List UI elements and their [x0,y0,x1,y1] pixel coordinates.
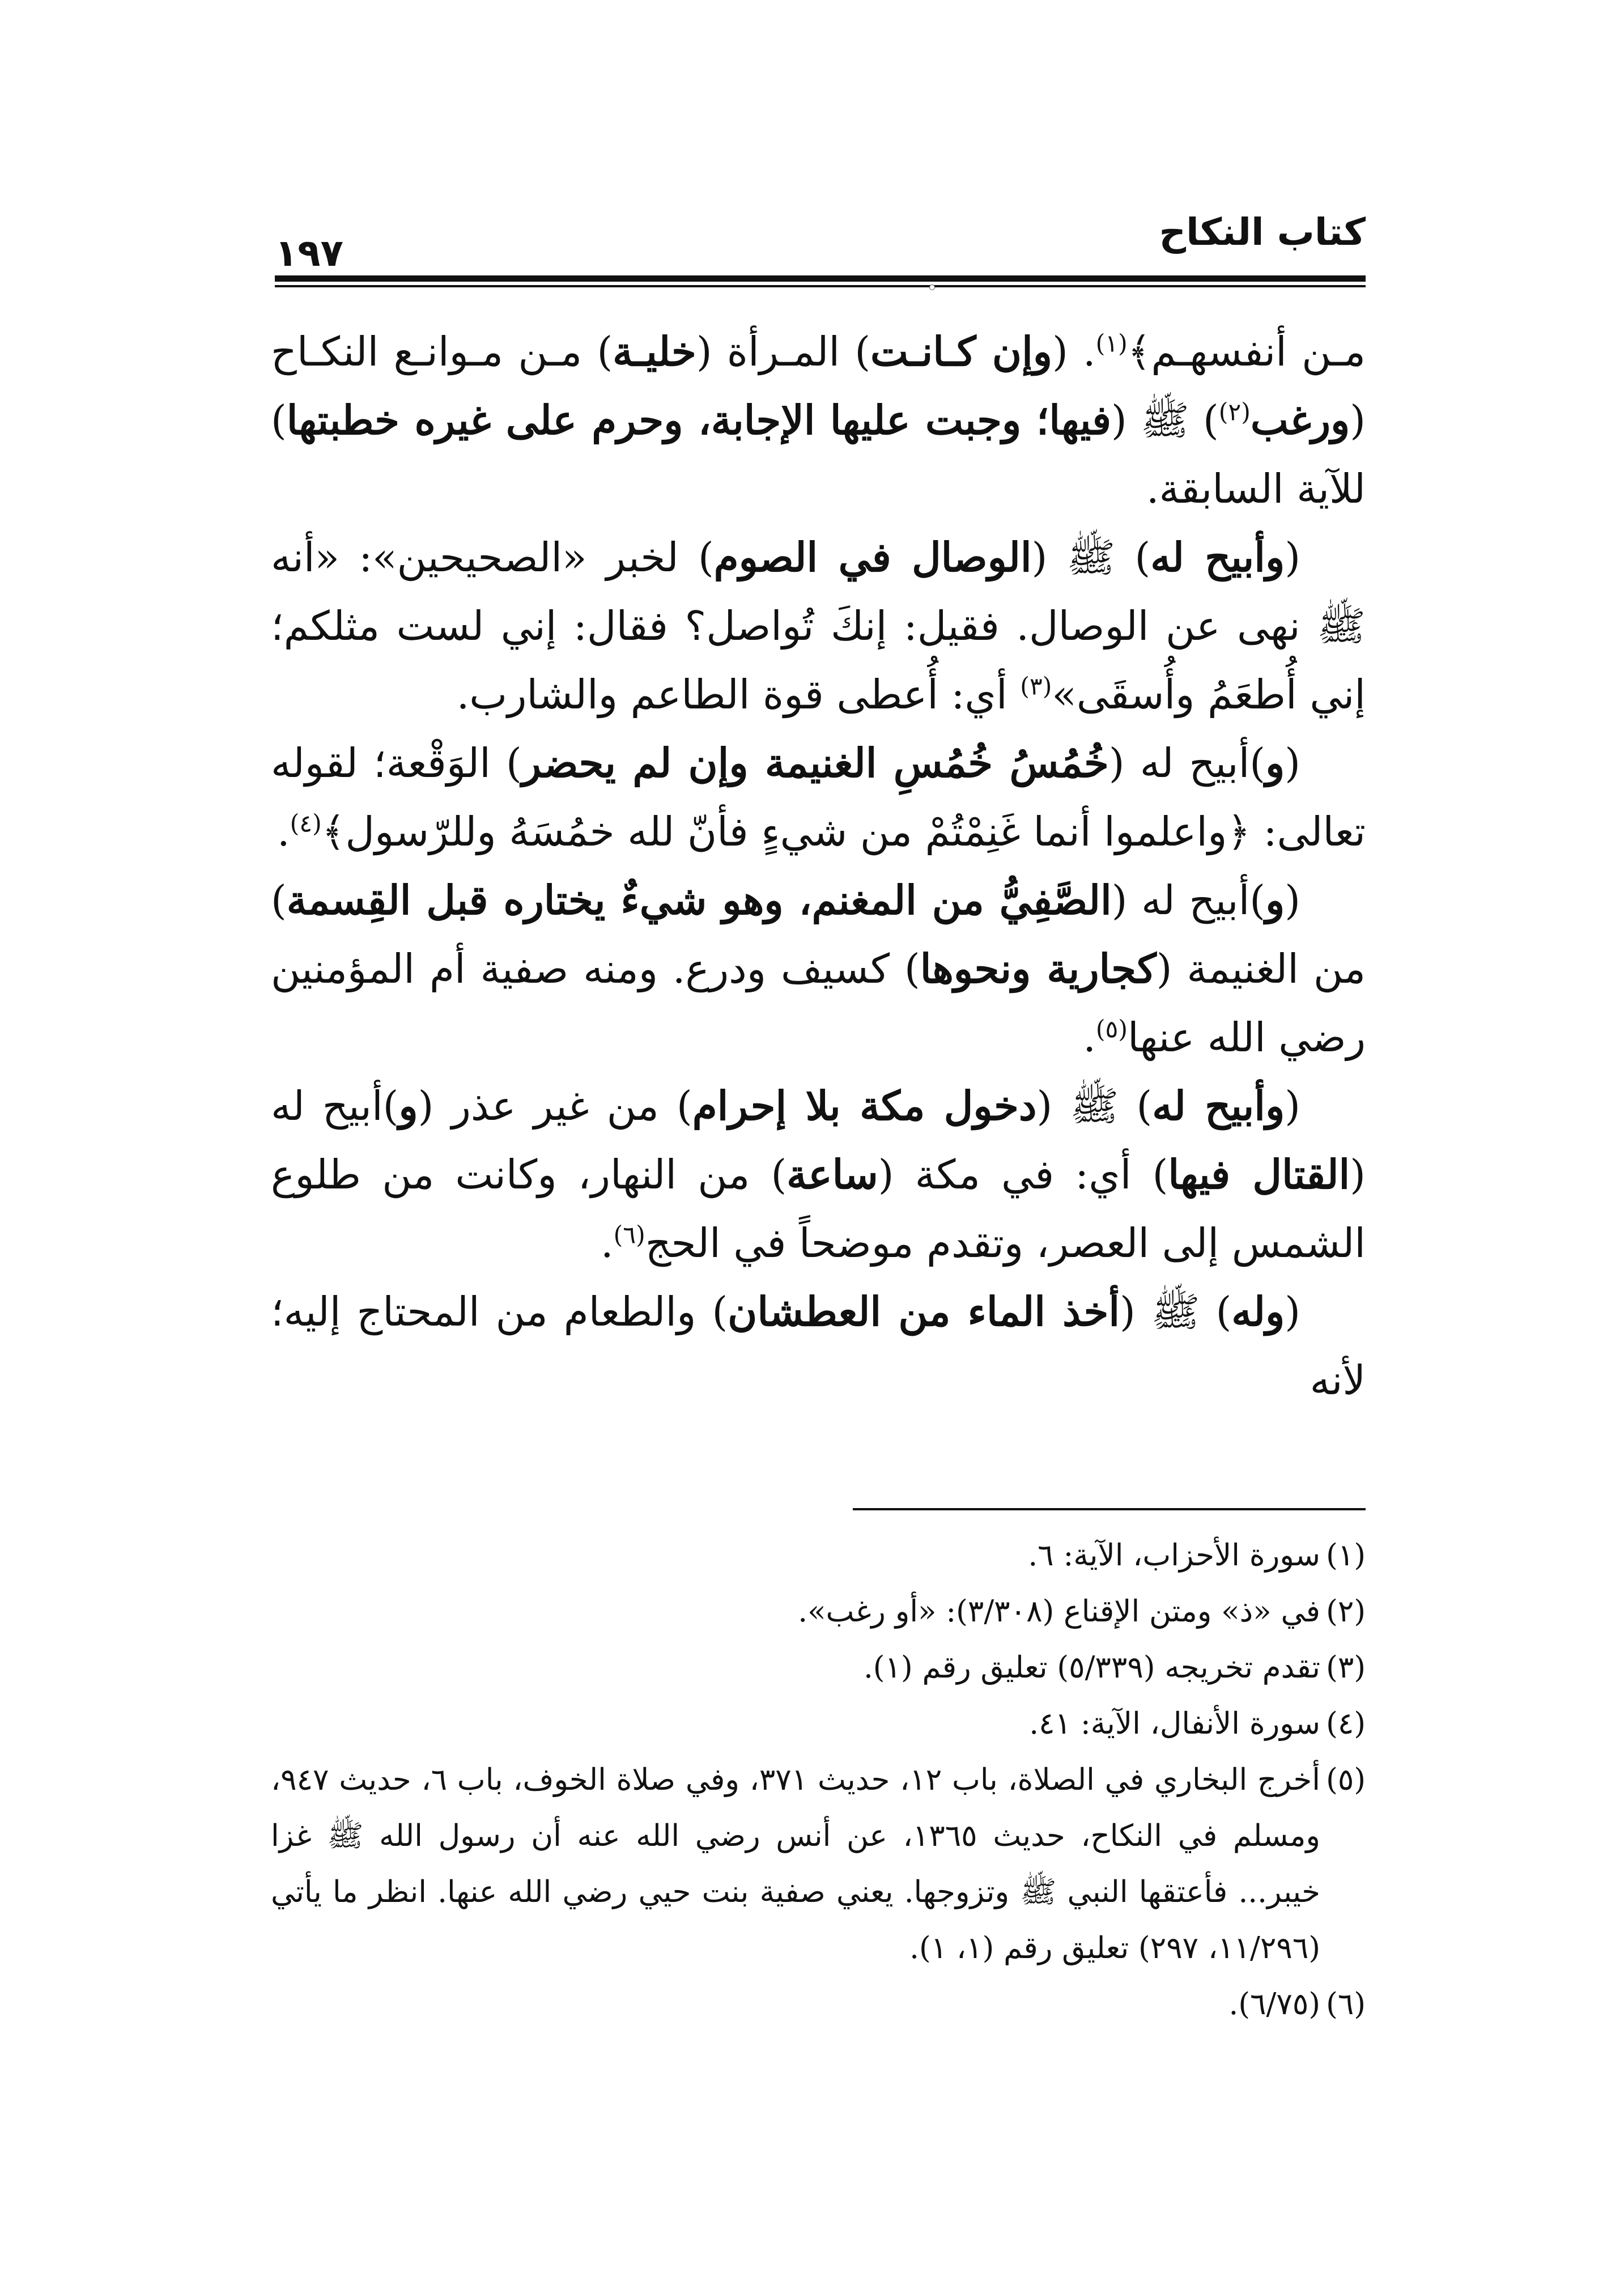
running-title: كتاب النكاح [1159,210,1366,254]
header-rule-thick-line [275,275,1366,282]
paragraph [271,729,1366,866]
text-run: ) كسيف ودرع. ومنه صفية أم المؤمنين رضي الله عنها [271,945,1366,1061]
text-run: ( [1285,1288,1300,1335]
footnote-text: تقدم تخريجه (٥/٣٣٩) تعليق رقم (١). [863,1650,1320,1685]
bold-matn-text: دخول مكة بلا إحرام [692,1082,1037,1129]
text-run: ) مـن مـوانـع النكـاح ( [271,328,1366,444]
bold-matn-text: و [1265,739,1285,787]
bold-matn-text: وإن كـانـت [870,328,1053,375]
paragraph [271,317,1366,523]
text-run: ) الوَقْعة؛ لقوله تعالى: ﴿واعلموا أنما غَنِمْتُمْ من شيءٍ فأنّ لله خمُسَهُ وللرّسول﴾ [271,740,1366,855]
footnote-reference: (٦) [613,1221,645,1250]
footnote-item [271,1583,1366,1640]
header-rule-thin-line [275,285,1366,287]
paragraph [271,1072,1366,1277]
paragraph [271,523,1366,729]
text-run: أي: أُعطى قوة الطاعم والشارب. [456,671,1021,718]
header-rule [275,275,1366,291]
page-header [275,210,1366,278]
text-run: ) من النهار، وكانت من طلوع الشمس إلى العصر، وتقدم موضحاً في الحج [271,1151,1366,1267]
text-run: ) المـرأة ( [696,328,871,375]
bold-matn-text: الصَّفِيُّ من المغنم، وهو شيءٌ يختاره قبل القِسمة [286,876,1112,924]
footnote-text: سورة الأنفال، الآية: ٤١. [1029,1706,1320,1741]
text-run: ) ﷺ ( [1120,1288,1232,1335]
footnote-text: في «ذ» ومتن الإقناع (٣/٣٠٨): «أو رغب». [798,1594,1320,1629]
text-run: ) ﷺ ( [1036,1082,1153,1129]
footnote-reference: (١) [1095,329,1128,358]
bold-matn-text: و [398,1082,418,1129]
footnote-item [271,1640,1366,1696]
bold-matn-text: و [1265,876,1285,924]
footnote-reference: (٣) [1020,672,1052,701]
bold-matn-text: ورغب [1250,396,1350,444]
footnote-text: أخرج البخاري في الصلاة، باب ١٢، حديث ٣٧١، وفي صلاة الخوف، باب ٦، حديث ٩٤٧، ومسلم في النكاح، حديث ١٣٦٥، عن أنس رضي الله عنه أن رسول الله ﷺ غزا خيبر... فأعتقها النبي ﷺ وتزوجها. يعني صفية بنت حيي رضي الله عنها. انظر ما يأتي (١١/٢٩٦، ٢٩٧) تعليق رقم (١، ١). [271,1763,1320,1965]
footnote-number: (٦) [1326,1987,1366,2022]
text-run: . [277,808,290,855]
page-number: ١٩٧ [275,231,343,275]
bold-matn-text: أخذ الماء من العطشان [728,1288,1120,1335]
footnote-item [271,1752,1366,1976]
bold-matn-text: القتال فيها [1168,1150,1350,1198]
text-run: . ( [1052,328,1096,375]
text-run: ) من غير عذر ( [418,1082,692,1129]
bold-matn-text: خُمُسُ خُمُسِ الغنيمة وإن لم يحضر [521,739,1109,787]
bold-matn-text: وأبيح له [1150,533,1285,581]
bold-matn-text: ساعة [787,1150,878,1198]
footnote-reference: (٤) [290,809,322,838]
footnote-text: سورة الأحزاب، الآية: ٦. [1028,1538,1320,1573]
footnote-item [271,1696,1366,1752]
bold-matn-text: فيها؛ وجبت عليها الإجابة، وحرم على غيره خطبتها [286,396,1112,444]
text-run: ) من الغنيمة ( [271,877,1366,992]
text-run: ( [1285,740,1300,787]
header-rule-ornament [929,284,935,290]
footnote-number: (١) [1326,1538,1366,1573]
footnotes [271,1527,1366,2032]
text-run: ) ﷺ ( [1111,397,1219,444]
text-run: ) للآية السابقة. [271,397,1366,512]
bold-matn-text: وأبيح له [1152,1082,1285,1129]
bold-matn-text: خليـة [613,328,696,375]
footnote-number: (٢) [1326,1594,1366,1629]
text-run: )أبيح له ( [1111,877,1265,924]
footnote-text: (٦/٧٥). [1228,1987,1320,2022]
footnote-item [271,1976,1366,2032]
bold-matn-text: وله [1231,1288,1285,1335]
footnote-number: (٣) [1326,1650,1366,1685]
paragraph [271,1277,1366,1415]
bold-matn-text: كجارية ونحوها [920,945,1157,992]
footnote-separator [853,1508,1366,1510]
text-run: مـن أنفسهـم﴾ [1127,328,1366,375]
text-run: ) والطعام من المحتاج إليه؛ لأنه [271,1288,1366,1404]
text-run: ( [1285,534,1301,581]
paragraph [271,866,1366,1072]
footnote-number: (٥) [1326,1763,1366,1797]
footnote-item [271,1527,1366,1583]
text-run: . [1083,1014,1096,1061]
footnote-reference: (٥) [1095,1015,1128,1044]
text-run: )أبيح له ( [1108,740,1265,787]
text-run: ) ﷺ ( [1031,534,1151,581]
main-text [271,317,1366,1415]
footnote-number: (٤) [1326,1706,1366,1741]
text-run: )أبيح له ( [271,1082,1366,1198]
text-run: ( [1285,1082,1300,1129]
bold-matn-text: الوصال في الصوم [713,533,1032,581]
text-run: . [601,1220,614,1267]
text-run: ) أي: في مكة ( [878,1151,1168,1198]
footnote-reference: (٢) [1218,398,1251,427]
text-run: ) لخبر «الصحيحين»: «أنه ﷺ نهى عن الوصال. فقيل: إنكَ تُواصل؟ فقال: إني لست مثلكم؛ إني أُطعَمُ وأُسقَى» [271,534,1366,718]
text-run: ( [1285,877,1300,924]
